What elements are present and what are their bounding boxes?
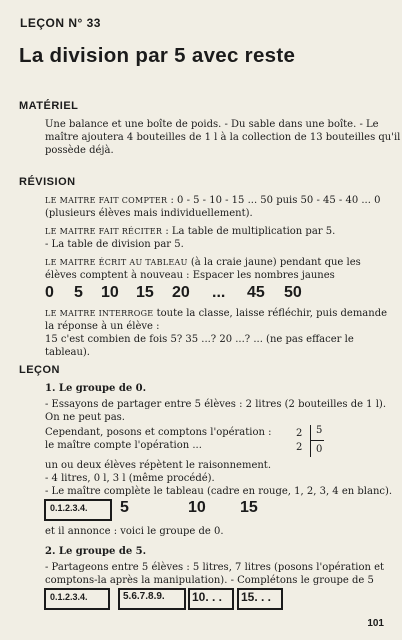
materiel-heading: MATÉRIEL xyxy=(19,100,79,112)
board-number: 5 xyxy=(74,284,83,301)
lecon-line: et il annonce : voici le groupe de 0. xyxy=(45,526,224,537)
revision-line: - La table de division par 5. xyxy=(45,239,184,250)
revision-line: 15 c'est combien de fois 5? 35 ...? 20 ...? ... (ne pas effacer le xyxy=(45,334,354,345)
group-number: 5 xyxy=(120,499,129,516)
revision-compter xyxy=(45,194,380,207)
revision-line: élèves comptent à nouveau : Espacer les nombres jaunes xyxy=(45,270,335,281)
lecon-line: Cependant, posons et comptons l'opération : xyxy=(45,427,272,438)
board-number: 10 xyxy=(101,284,119,301)
lecon-line: - Partageons entre 5 élèves : 5 litres, 7 litres (posons l'opération et xyxy=(45,562,385,573)
group-number: 10 xyxy=(188,499,206,516)
instruction-label: LE MAITRE INTERROGE xyxy=(45,309,154,318)
lecon-heading: LEÇON xyxy=(19,364,60,376)
instruction-label: LE MAITRE FAIT RÉCITER xyxy=(45,227,163,236)
lesson-title: La division par 5 avec reste xyxy=(19,44,296,67)
lesson-number: LEÇON N° 33 xyxy=(20,16,101,30)
op-divisor: 5 xyxy=(316,425,323,436)
group-box-label: 15. . . xyxy=(241,590,272,604)
lecon-line: le maître compte l'opération ... xyxy=(45,440,202,451)
board-number: 50 xyxy=(284,284,302,301)
board-number: 45 xyxy=(247,284,265,301)
lecon-line: - 4 litres, 0 l, 3 l (même procédé). xyxy=(45,473,215,484)
section-2-title: 2. Le groupe de 5. xyxy=(45,546,147,557)
instruction-label: LE MAITRE FAIT COMPTER xyxy=(45,196,168,205)
lecon-line: On ne peut pas. xyxy=(45,412,125,423)
instruction-label: LE MAITRE ÉCRIT AU TABLEAU xyxy=(45,258,188,267)
revision-line: la réponse à un élève : xyxy=(45,321,160,332)
revision-tableau xyxy=(45,256,361,269)
board-number: ... xyxy=(212,284,226,301)
section-1-title: 1. Le groupe de 0. xyxy=(45,383,147,394)
group-0-label: 0.1.2.3.4. xyxy=(50,503,88,513)
materiel-line: Une balance et une boîte de poids. - Du sable dans une boîte. - Le xyxy=(45,119,379,130)
lecon-line: - Essayons de partager entre 5 élèves : 2 litres (2 bouteilles de 1 l). xyxy=(45,399,387,410)
op-dividend: 2 xyxy=(296,428,303,439)
op-vertical-bar xyxy=(310,425,311,457)
instruction-text: toute la classe, laisse réfléchir, puis demande xyxy=(153,308,388,319)
group-box-label: 5.6.7.8.9. xyxy=(123,591,165,602)
op-remainder: 2 xyxy=(296,442,303,453)
op-horizontal-bar xyxy=(310,440,324,441)
lecon-line: comptons-la après la manipulation). - Complétons le groupe de 5 xyxy=(45,575,374,586)
board-number: 15 xyxy=(136,284,154,301)
group-box-label: 0.1.2.3.4. xyxy=(50,592,88,602)
board-number: 0 xyxy=(45,284,54,301)
board-number: 20 xyxy=(172,284,190,301)
lecon-line: - Le maître complète le tableau (cadre en rouge, 1, 2, 3, 4 en blanc). xyxy=(45,486,393,497)
group-box-label: 10. . . xyxy=(192,590,223,604)
revision-interroge xyxy=(45,307,387,320)
instruction-text: : 0 - 5 - 10 - 15 ... 50 puis 50 - 45 - 40 ... 0 xyxy=(167,195,381,206)
page-number: 101 xyxy=(367,618,384,629)
materiel-line: maître ajoutera 4 bouteilles de 1 l à la collection de 13 bouteilles qu'il xyxy=(45,132,401,143)
lecon-line: un ou deux élèves répètent le raisonnement. xyxy=(45,460,272,471)
instruction-text: (à la craie jaune) pendant que les xyxy=(187,257,361,268)
revision-reciter xyxy=(45,225,335,238)
revision-line: tableau). xyxy=(45,347,90,358)
materiel-line: possède déjà. xyxy=(45,145,114,156)
revision-line: (plusieurs élèves mais individuellement). xyxy=(45,208,253,219)
instruction-text: : La table de multiplication par 5. xyxy=(162,226,336,237)
group-number: 15 xyxy=(240,499,258,516)
op-quotient: 0 xyxy=(316,444,323,455)
revision-heading: RÉVISION xyxy=(19,176,76,188)
